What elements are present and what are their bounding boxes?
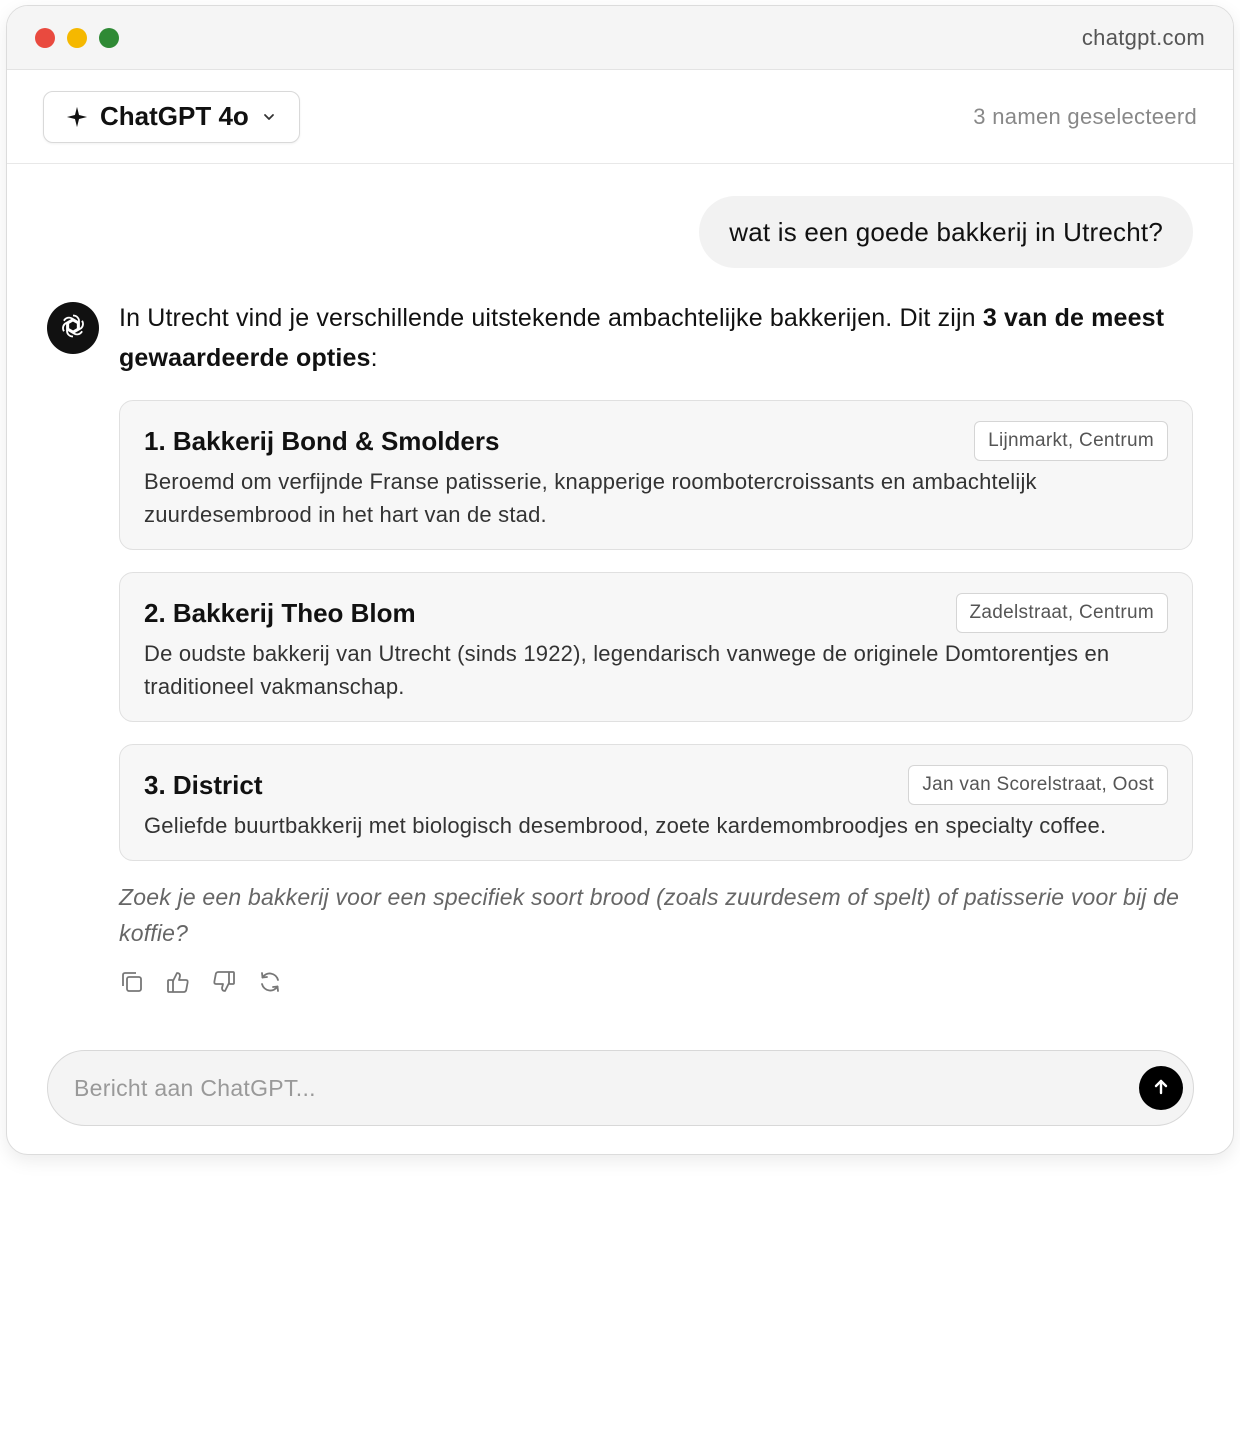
intro-end: : [370,344,378,372]
result-description: Geliefde buurtbakkerij met biologisch desembrood, zoete kardemombroodjes en specialty coffee. [144,813,1107,838]
message-composer [47,1050,1194,1126]
result-description: De oudste bakkerij van Utrecht (sinds 1922), legendarisch vanwege de originele Domtorentjes en traditioneel vakmanschap. [144,641,1110,699]
thumbs-up-icon[interactable] [165,969,191,995]
title-bar [7,6,1233,70]
followup-question: Zoek je een bakkerij voor een specifiek soort brood (zoals zuurdesem of spelt) of patisserie voor bij de koffie? [119,884,1180,946]
copy-icon[interactable] [119,969,145,995]
assistant-avatar [47,302,99,354]
sparkle-icon [66,106,88,128]
message-actions [119,969,1193,995]
assistant-message [47,298,1193,995]
close-window-button[interactable] [35,28,55,48]
arrow-up-icon [1151,1077,1171,1100]
conversation [7,196,1233,995]
assistant-intro [119,298,1193,378]
location-badge: Jan van Scorelstraat, Oost [908,765,1168,805]
send-button[interactable] [1139,1066,1183,1110]
result-card [119,400,1193,550]
user-message-row [47,196,1193,268]
message-input[interactable] [74,1075,1139,1102]
location-badge: Zadelstraat, Centrum [956,593,1168,633]
selection-status: 3 namen geselecteerd [973,103,1197,129]
chevron-down-icon [261,109,277,125]
location-badge: Lijnmarkt, Centrum [974,421,1168,461]
model-selector-button[interactable] [43,91,300,143]
result-title: 1. Bakkerij Bond & Smolders [144,425,500,456]
result-card [119,744,1193,861]
thumbs-down-icon[interactable] [211,969,237,995]
result-title: 2. Bakkerij Theo Blom [144,597,416,628]
window-controls [35,28,119,48]
openai-logo-icon [58,311,88,346]
result-description: Beroemd om verfijnde Franse patisserie, knapperige roombotercroissants en ambachtelijk zuurdesembrood in het hart van de stad. [144,469,1037,527]
result-card [119,572,1193,722]
browser-window [6,5,1234,1155]
result-title: 3. District [144,769,263,800]
chat-header [7,70,1233,164]
intro-bold-text: 3 van de meest gewaardeerde opties [119,304,1165,372]
minimize-window-button[interactable] [67,28,87,48]
model-name: ChatGPT 4o [100,101,249,131]
intro-text: In Utrecht vind je verschillende uitstekende ambachtelijke bakkerijen. Dit zijn [119,304,983,332]
maximize-window-button[interactable] [99,28,119,48]
regenerate-icon[interactable] [257,969,283,995]
user-message: wat is een goede bakkerij in Utrecht? [699,196,1193,268]
url-label: chatgpt.com [1081,24,1205,50]
